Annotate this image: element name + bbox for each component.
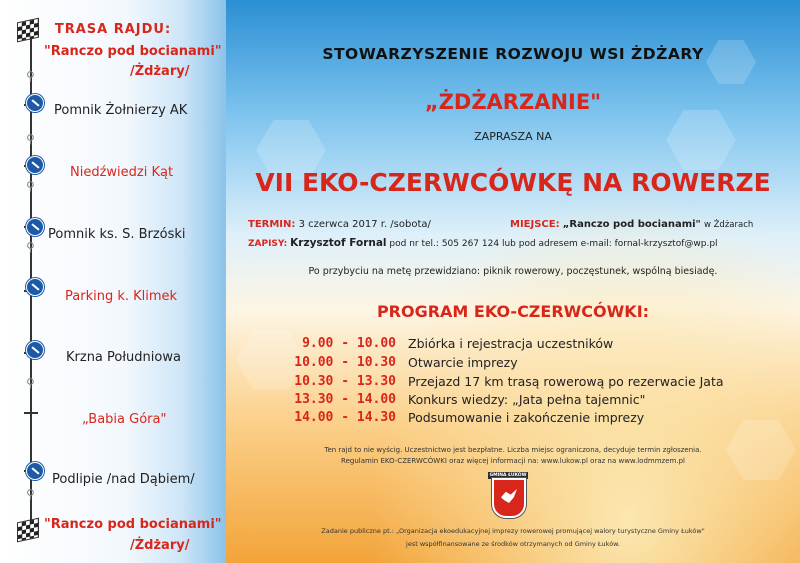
route-tick <box>24 412 38 414</box>
zapisy-phone: 505 267 124 <box>441 239 500 249</box>
organization-name: STOWARZYSZENIE ROZWOJU WSI ŻDŻARY <box>322 45 704 63</box>
group-name: „ŻDŻARZANIE" <box>424 90 602 114</box>
route-stop-6: „Babia Góra" <box>82 412 167 427</box>
program-desc: Przejazd 17 km trasą rowerową po rezerwacie Jata <box>408 374 724 389</box>
program-desc: Konkurs wiedzy: „Jata pełna tajemnic" <box>408 392 646 407</box>
program-time: 10.00 - 10.30 <box>294 355 396 370</box>
program-title: PROGRAM EKO-CZERWCÓWKI: <box>376 302 650 321</box>
zapisy-or: lub pod adresem e-mail: <box>501 239 612 249</box>
route-stop-7: Podlipie /nad Dąbiem/ <box>52 472 195 487</box>
cycle-route-sign-icon <box>26 462 44 480</box>
termin-value: 3 czerwca 2017 r. /sobota/ <box>298 219 431 230</box>
poster-main <box>226 0 800 563</box>
program-time: 14.00 - 14.30 <box>294 410 396 425</box>
miejsce-label: MIEJSCE: <box>510 219 560 230</box>
miejsce-value: „Ranczo pod bocianami" <box>562 219 701 230</box>
termin-label: TERMIN: <box>248 219 296 230</box>
checkered-flag-icon <box>17 518 39 543</box>
bicycle-icon: ⚲ <box>26 69 35 83</box>
route-end-place: /Żdżary/ <box>130 538 190 553</box>
program-desc: Zbiórka i rejestracja uczestników <box>408 336 614 351</box>
bicycle-icon: ⚲ <box>26 240 35 254</box>
event-title: VII EKO-CZERWCÓWKĘ NA ROWERZE <box>255 168 771 197</box>
route-title: TRASA RAJDU: <box>54 22 172 37</box>
route-panel <box>0 0 226 563</box>
miejsce-line <box>510 219 753 230</box>
miejsce-suffix: w Żdżarach <box>703 220 754 230</box>
program-time: 10.30 - 13.30 <box>294 374 396 389</box>
invites-text: ZAPRASZA NA <box>474 130 552 143</box>
route-start-place: /Żdżary/ <box>130 64 190 79</box>
route-stop-4: Parking k. Klimek <box>65 289 178 304</box>
bicycle-icon: ⚲ <box>26 487 35 501</box>
zapisy-mid: pod nr tel.: <box>389 239 439 249</box>
funding-line-2: jest współfinansowane ze środków otrzymanych od Gminy Łuków. <box>406 540 620 548</box>
municipality-crest-icon <box>492 478 526 518</box>
route-stop-3: Pomnik ks. S. Brzóski <box>48 227 186 242</box>
route-stop-2: Niedźwiedzi Kąt <box>70 165 174 180</box>
termin-line <box>248 219 431 230</box>
crest-label: GMINA ŁUKÓW <box>489 473 527 478</box>
route-stop-1: Pomnik Żołnierzy AK <box>54 103 188 118</box>
cycle-route-sign-icon <box>26 94 44 112</box>
route-stop-5: Krzna Południowa <box>66 350 181 365</box>
program-desc: Podsumowanie i zakończenie imprezy <box>408 410 645 425</box>
zapisy-person: Krzysztof Fornal <box>290 237 387 249</box>
bicycle-icon: ⚲ <box>26 179 35 193</box>
rules-line-2: Regulamin EKO-CZERWCÓWKI oraz więcej informacji na: www.lukow.pl oraz na www.lodmmzem.pl <box>341 457 685 465</box>
program-time: 13.30 - 14.00 <box>294 392 396 407</box>
rules-line-1: Ten rajd to nie wyścig. Uczestnictwo jest bezpłatne. Liczba miejsc ograniczona, decyduje termin zgłoszenia. <box>324 446 702 454</box>
route-end-name: "Ranczo pod bocianami" <box>44 517 222 532</box>
zapisy-email[interactable]: fornal-krzysztof@wp.pl <box>614 239 718 249</box>
funding-line-1: Zadanie publiczne pt.: „Organizacja ekoedukacyjnej imprezy rowerowej promującej walory turystyczne Gminy Łuków" <box>321 527 705 535</box>
cycle-route-sign-icon <box>26 156 44 174</box>
zapisy-line <box>248 237 718 249</box>
program-time: 9.00 - 10.00 <box>302 336 396 351</box>
bicycle-icon: ⚲ <box>26 132 35 146</box>
finish-note: Po przybyciu na metę przewidziano: piknik rowerowy, poczęstunek, wspólną biesiadę. <box>308 266 718 277</box>
cycle-route-sign-icon <box>26 341 44 359</box>
zapisy-label: ZAPISY: <box>248 239 288 249</box>
cycle-route-sign-icon <box>26 218 44 236</box>
cycle-route-sign-icon <box>26 278 44 296</box>
route-start-name: "Ranczo pod bocianami" <box>44 44 222 59</box>
program-desc: Otwarcie imprezy <box>408 355 518 370</box>
bicycle-icon: ⚲ <box>26 376 35 390</box>
